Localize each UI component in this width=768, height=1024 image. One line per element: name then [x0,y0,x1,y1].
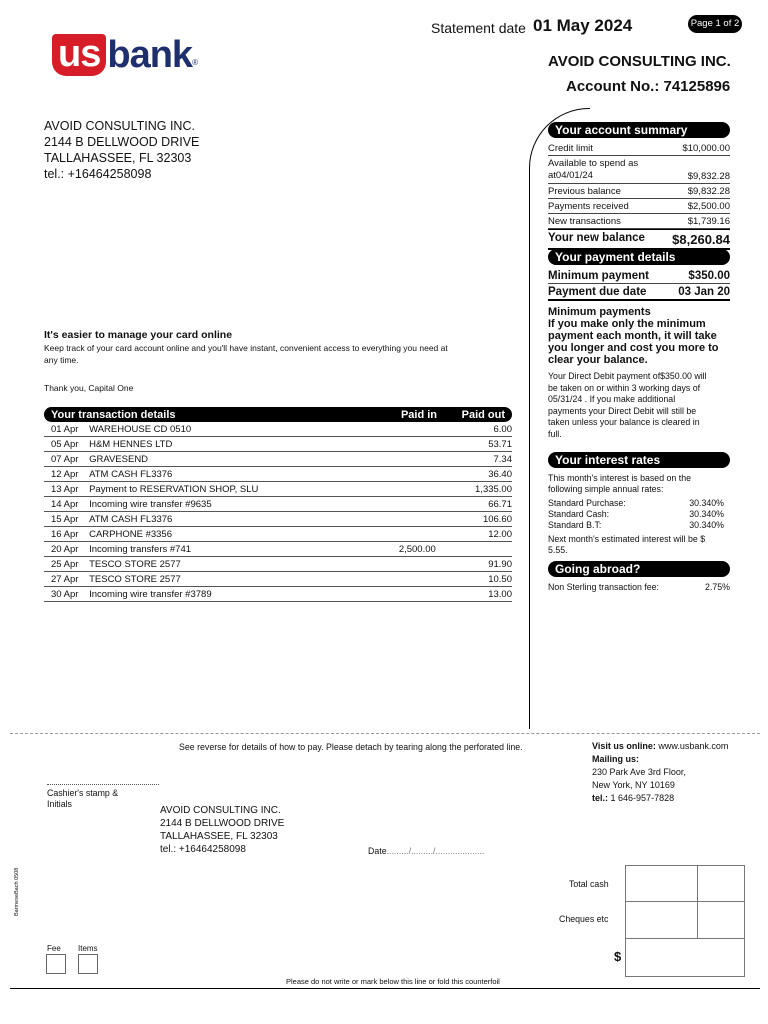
items-label: Items [78,944,98,953]
abroad-fee-row [548,582,730,592]
summary-value: $10,000.00 [682,143,730,154]
interest-rates [548,452,730,556]
bottom-rule [10,988,760,989]
rate-value: 30.340% [689,498,724,508]
fee-label: Fee [47,944,61,953]
warning-title: Minimum payments [548,306,651,318]
address-line: TALLAHASSEE, FL 32303 [44,151,192,165]
summary-row [548,141,730,156]
transaction-description: WAREHOUSE CD 0510 [89,423,192,435]
transaction-row [44,572,512,587]
transaction-row [44,527,512,542]
transaction-date: 30 Apr [51,588,79,600]
transaction-description: TESCO STORE 2577 [89,573,181,585]
transaction-paid-out: 13.00 [488,588,512,600]
new-balance-label: Your new balance [548,232,645,244]
rate-label: Standard Cash: [548,509,610,519]
abroad-fee-label: Non Sterling transaction fee: [548,582,660,592]
transaction-paid-out: 66.71 [488,498,512,510]
online-title: It's easier to manage your card online [44,329,233,341]
cashier-stamp-label: Cashier's stamp & Initials [47,788,119,809]
cashier-line [47,784,159,785]
transaction-description: ATM CASH FL3376 [89,468,173,480]
box-divider-h [626,938,744,939]
min-payment-row [548,268,730,284]
transaction-paid-out: 53.71 [488,438,512,450]
transaction-row [44,422,512,437]
fee-box[interactable] [46,954,66,974]
transaction-date: 01 Apr [51,423,79,435]
direct-debit-text: Your Direct Debit payment of$350.00 will be taken on or within 3 working days of 05/31/24 . If you make additional payments your Direct Debit will still be taken unless your balance is cleared in full. [548,371,707,439]
transaction-header [44,407,512,422]
transaction-paid-out: 7.34 [493,453,512,465]
date-label: Date [368,846,387,856]
cheques-label: Cheques etc [559,914,609,924]
transaction-paid-out: 10.50 [488,573,512,585]
online-notice [44,329,459,366]
address-line: TALLAHASSEE, FL 32303 [160,831,278,842]
rate-label: Standard Purchase: [548,498,626,508]
warning-body: If you make only the minimum payment each month, it will take you longer and cost you more to clear your balance. [548,318,719,366]
total-cash-label: Total cash [569,879,609,889]
transaction-row [44,452,512,467]
rate-row [548,509,730,520]
summary-label: Credit limit [548,143,593,154]
going-abroad [548,561,730,592]
transaction-row [44,482,512,497]
transaction-paid-out: 91.90 [488,558,512,570]
transaction-description: Incoming wire transfer #3789 [89,588,212,600]
transaction-table [44,407,512,602]
transaction-paid-in: 2,500.00 [398,543,436,555]
col-paid-out: Paid out [461,408,505,421]
logo-bank: bank [107,34,193,76]
summary-row [548,156,730,184]
transaction-description: ATM CASH FL3376 [89,513,173,525]
mailing-label: Mailing us: [592,754,639,764]
transaction-date: 14 Apr [51,498,79,510]
address-line: tel.: +16464258098 [160,844,246,855]
summary-row [548,214,730,229]
cash-box[interactable] [625,865,745,977]
transaction-date: 16 Apr [51,528,79,540]
payment-title: Your payment details [548,249,730,265]
interest-rate-list [548,498,730,531]
transaction-paid-out: 106.60 [482,513,512,525]
summary-label: Previous balance [548,186,621,197]
transaction-description: GRAVESEND [89,453,149,465]
visit-label: Visit us online: [592,741,656,751]
transaction-rows [44,422,512,602]
summary-label: Payments received [548,201,629,212]
summary-title: Your account summary [548,122,730,138]
address-line: 2144 B DELLWOOD DRIVE [160,818,285,829]
vertical-code [10,858,30,918]
usbank-logo [52,34,198,76]
transaction-date: 20 Apr [51,543,79,555]
transaction-paid-out: 12.00 [488,528,512,540]
address-line: AVOID CONSULTING INC. [160,805,281,816]
rate-row [548,520,730,531]
transaction-description: Payment to RESERVATION SHOP, SLU [89,483,259,495]
address-line: 2144 B DELLWOOD DRIVE [44,135,200,149]
col-paid-in: Paid in [400,408,437,421]
min-payment-warning [548,306,730,366]
transaction-paid-out: 6.00 [493,423,512,435]
abroad-fee-value: 2.75% [705,582,730,592]
transaction-row [44,542,512,557]
visit-url[interactable]: www.usbank.com [658,741,729,751]
logo-us: us [52,34,106,76]
transaction-row [44,512,512,527]
summary-row [548,199,730,214]
rate-label: Standard B.T: [548,520,602,530]
address-line: tel.: +16464258098 [44,167,152,181]
transaction-date: 13 Apr [51,483,79,495]
bank-contact [592,740,728,805]
summary-value: $9,832.28 [687,171,730,182]
address-line: AVOID CONSULTING INC. [44,119,195,133]
dollar-sign: $ [614,949,622,964]
transaction-row [44,437,512,452]
rate-value: 30.340% [689,509,724,519]
transaction-title: Your transaction details [51,408,176,421]
mailing-line: New York, NY 10169 [592,780,675,790]
box-divider-h [626,901,744,902]
account-summary [548,122,730,250]
transaction-description: Incoming transfers #741 [89,543,192,555]
due-date-label: Payment due date [548,286,647,298]
online-body: Keep track of your card account online and you'll have instant, convenient access to everything you need at any time. [44,343,448,365]
transaction-paid-out: 36.40 [488,468,512,480]
transaction-date: 05 Apr [51,438,79,450]
logo-registered: ® [192,58,198,67]
transaction-row [44,587,512,602]
summary-value: $2,500.00 [687,201,730,212]
transaction-description: TESCO STORE 2577 [89,558,181,570]
transaction-description: H&M HENNES LTD [89,438,173,450]
summary-label: New transactions [548,216,621,227]
account-number: Account No.: 74125896 [566,78,731,95]
tel-label: tel.: [592,793,609,803]
rate-value: 30.340% [689,520,724,530]
perforated-line [10,733,760,734]
tel-value: 1 646-957-7828 [610,793,675,803]
transaction-row [44,497,512,512]
payment-details [548,249,730,440]
interest-title: Your interest rates [548,452,730,468]
next-interest: Next month's estimated interest will be $ 5.55. [548,534,706,555]
transaction-paid-out: 1,335.00 [475,483,512,495]
date-dots: ........./........./.................... [386,846,485,856]
transaction-date: 15 Apr [51,513,79,525]
min-payment-value: $350.00 [688,270,730,282]
abroad-title: Going abroad? [548,561,730,577]
summary-value: $9,832.28 [687,186,730,197]
slip-address [160,804,284,856]
company-name: AVOID CONSULTING INC. [548,53,731,70]
vertical-code-text: BarmeseBach 0508 [14,867,20,916]
new-balance-value: $8,260.84 [672,232,730,247]
transaction-date: 07 Apr [51,453,79,465]
transaction-date: 12 Apr [51,468,79,480]
transaction-date: 25 Apr [51,558,79,570]
new-balance-row [548,229,730,250]
statement-date: 01 May 2024 [533,16,633,35]
footer-note: Please do not write or mark below this line or fold this counterfoil [286,977,500,986]
date-field[interactable] [368,846,484,856]
summary-label: Available to spend as at04/01/24 [548,158,639,181]
due-date-row [548,284,730,301]
rate-row [548,498,730,509]
items-box[interactable] [78,954,98,974]
page-badge: Page 1 of 2 [688,15,742,33]
box-divider-v [697,866,698,938]
thanks-text: Thank you, Capital One [44,383,134,393]
min-payment-label: Minimum payment [548,270,649,282]
detach-instructions: See reverse for details of how to pay. Please detach by tearing along the perforated line. [179,742,523,752]
transaction-row [44,467,512,482]
mailing-line: 230 Park Ave 3rd Floor, [592,767,686,777]
summary-value: $1,739.16 [687,216,730,227]
summary-row [548,184,730,199]
transaction-description: Incoming wire transfer #9635 [89,498,212,510]
interest-intro: This month's interest is based on the following simple annual rates: [548,473,691,494]
statement-date-label: Statement date [431,20,526,36]
due-date-value: 03 Jan 20 [678,286,730,298]
customer-address [44,118,199,182]
transaction-date: 27 Apr [51,573,79,585]
transaction-description: CARPHONE #3356 [89,528,172,540]
transaction-row [44,557,512,572]
